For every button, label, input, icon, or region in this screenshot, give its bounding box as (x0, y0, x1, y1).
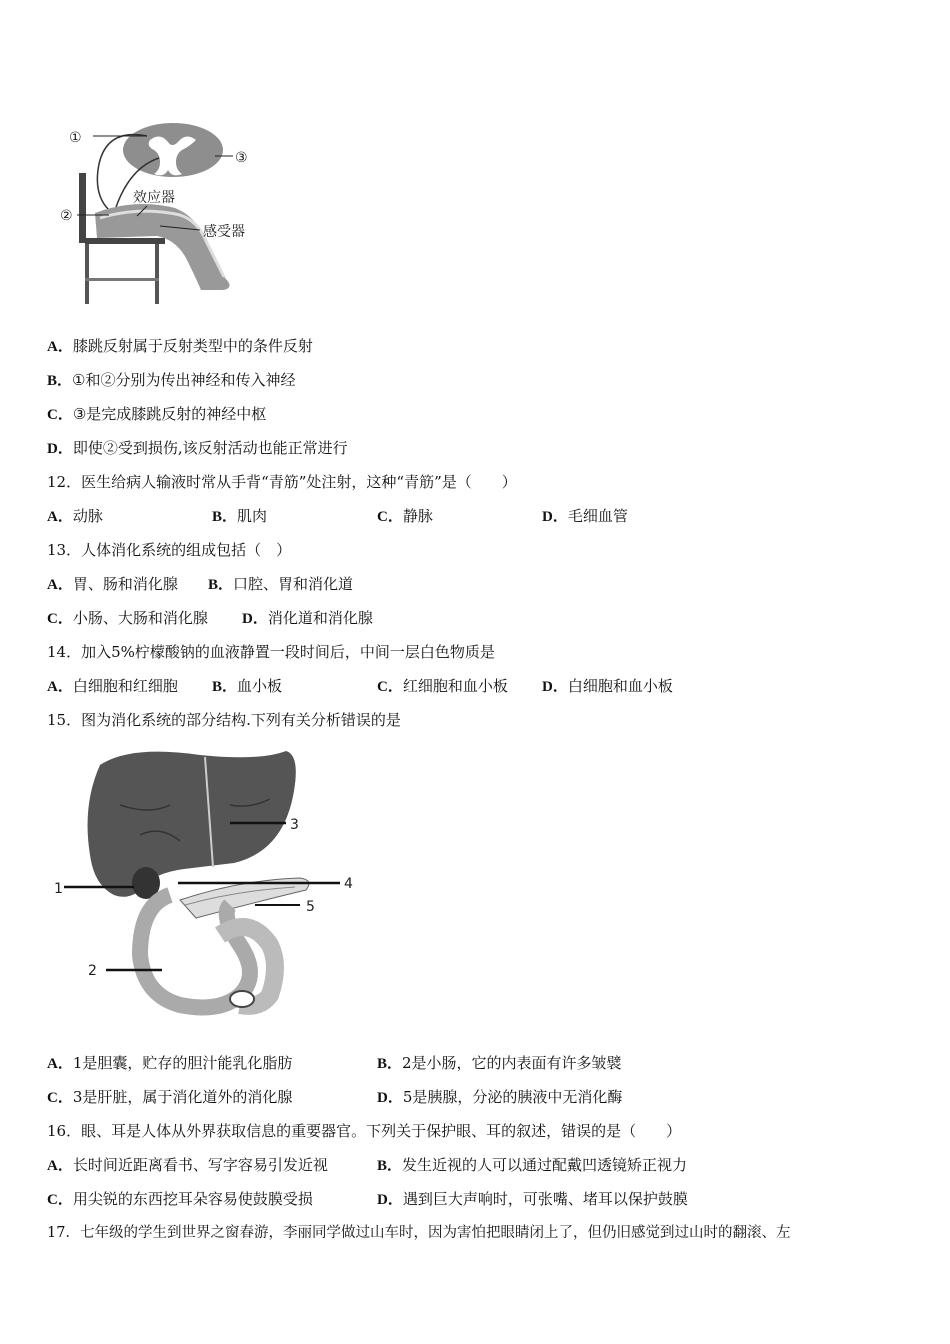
q16-option-c[interactable]: C．用尖锐的东西挖耳朵容易使鼓膜受损 (47, 1190, 313, 1208)
label-2: 2 (88, 963, 97, 979)
q13-option-c[interactable]: C．小肠、大肠和消化腺 (47, 609, 208, 627)
q14-option-d[interactable]: D．白细胞和血小板 (542, 677, 673, 695)
knee-reflex-figure (55, 118, 270, 310)
label-1: 1 (54, 881, 63, 897)
label-5: 5 (306, 899, 315, 915)
q15-option-b[interactable]: B．2是小肠，它的内表面有许多皱襞 (377, 1054, 622, 1072)
q14-option-c[interactable]: C．红细胞和血小板 (377, 677, 508, 695)
q16-option-a[interactable]: A．长时间近距离看书、写字容易引发近视 (47, 1156, 328, 1174)
q11-option-c[interactable]: C．③是完成膝跳反射的神经中枢 (47, 405, 267, 423)
label-effector: 效应器 (133, 190, 175, 206)
q13-option-a[interactable]: A．胃、肠和消化腺 (47, 575, 178, 593)
label-receptor: 感受器 (203, 224, 245, 240)
q12-option-a[interactable]: A．动脉 (47, 507, 103, 525)
q16-option-d[interactable]: D．遇到巨大声响时，可张嘴、堵耳以保护鼓膜 (377, 1190, 688, 1208)
digestive-system-figure (50, 745, 365, 1020)
label-4: 4 (344, 876, 353, 892)
q15-option-a[interactable]: A．1是胆囊，贮存的胆汁能乳化脂肪 (47, 1054, 293, 1072)
q13-stem: 13．人体消化系统的组成包括（ ） (47, 541, 292, 559)
q15-stem: 15．图为消化系统的部分结构.下列有关分析错误的是 (47, 711, 401, 729)
q11-option-b[interactable]: B．①和②分别为传出神经和传入神经 (47, 371, 296, 389)
q13-option-b[interactable]: B．口腔、胃和消化道 (208, 575, 354, 593)
q14-option-b[interactable]: B．血小板 (212, 677, 283, 695)
q12-option-d[interactable]: D．毛细血管 (542, 507, 628, 525)
label-3: 3 (290, 817, 299, 833)
label-3: ③ (235, 150, 248, 166)
q11-option-a[interactable]: A．膝跳反射属于反射类型中的条件反射 (47, 337, 313, 355)
q12-option-b[interactable]: B．肌肉 (212, 507, 268, 525)
q16-option-b[interactable]: B．发生近视的人可以通过配戴凹透镜矫正视力 (377, 1156, 688, 1174)
q15-option-c[interactable]: C．3是肝脏，属于消化道外的消化腺 (47, 1088, 293, 1106)
q12-stem: 12．医生给病人输液时常从手背“青筋”处注射，这种“青筋”是（ ） (47, 473, 517, 491)
q12-option-c[interactable]: C．静脉 (377, 507, 433, 525)
q14-option-a[interactable]: A．白细胞和红细胞 (47, 677, 178, 695)
q14-stem: 14．加入5%柠檬酸钠的血液静置一段时间后，中间一层白色物质是 (47, 643, 495, 661)
q17-stem: 17．七年级的学生到世界之窗春游，李丽同学做过山车时，因为害怕把眼睛闭上了，但仍旧感觉到过山时的翻滚、左 (47, 1225, 791, 1241)
label-1: ① (69, 130, 82, 146)
q13-option-d[interactable]: D．消化道和消化腺 (242, 609, 373, 627)
q15-option-d[interactable]: D．5是胰腺，分泌的胰液中无消化酶 (377, 1088, 623, 1106)
q16-stem: 16．眼、耳是人体从外界获取信息的重要器官。下列关于保护眼、耳的叙述，错误的是（ ） (47, 1122, 682, 1140)
label-2: ② (60, 208, 73, 224)
q11-option-d[interactable]: D．即使②受到损伤,该反射活动也能正常进行 (47, 439, 348, 457)
